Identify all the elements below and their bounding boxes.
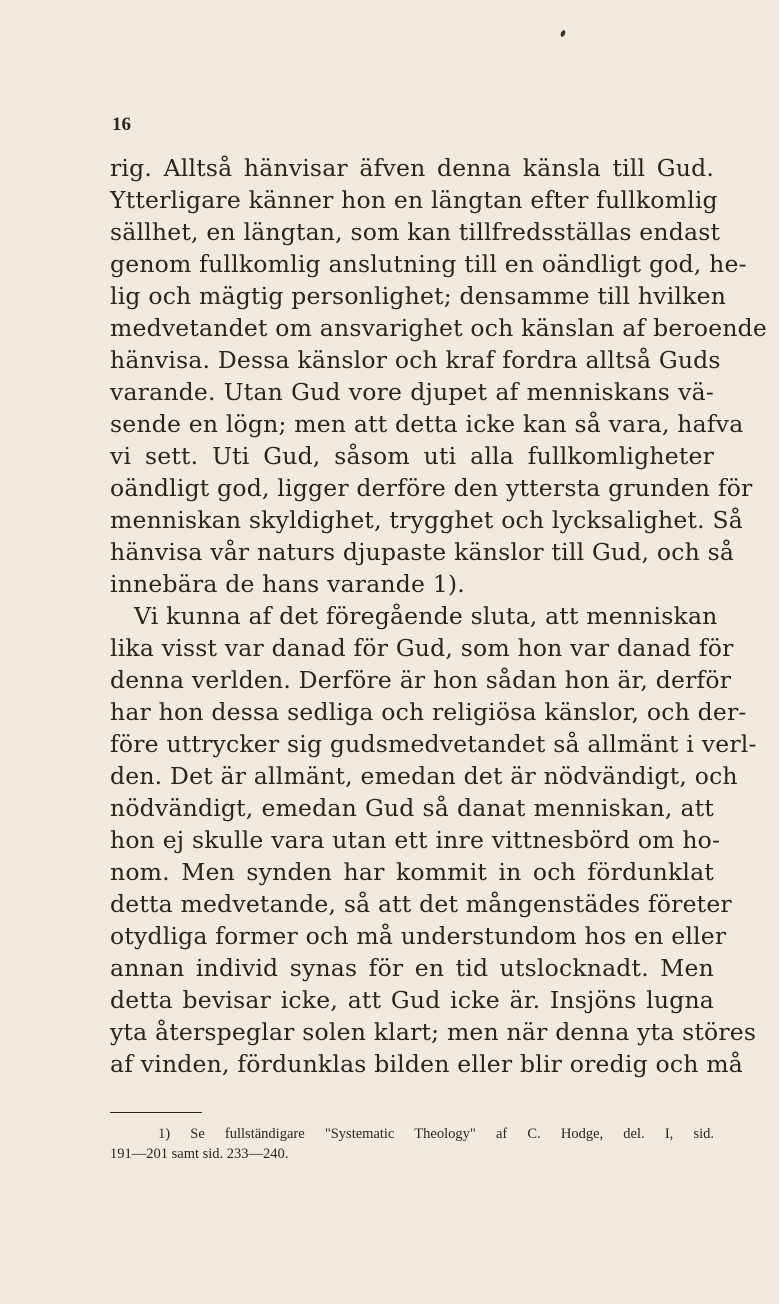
- text-line: hänvisa vår naturs djupaste känslor till Gud, och så: [110, 538, 735, 566]
- text-line: den. Det är allmänt, emedan det är nödvändigt, och: [110, 762, 738, 790]
- text-line: nödvändigt, emedan Gud så danat menniskan, att: [110, 794, 714, 822]
- text-line: Ytterligare känner hon en längtan efter fullkomlig: [110, 186, 718, 214]
- ink-speck: [560, 29, 567, 37]
- footnote-line: 191—201 samt sid. 233—240.: [110, 1146, 289, 1162]
- text-line: medvetandet om ansvarighet och känslan af beroende: [110, 314, 768, 342]
- text-line: annan individ synas för en tid utslocknadt. Men: [110, 954, 714, 982]
- page-number: 16: [112, 114, 131, 135]
- text-line: detta bevisar icke, att Gud icke är. Insjöns lugna: [110, 986, 714, 1014]
- text-line: oändligt god, ligger derföre den yttersta grunden för: [110, 474, 753, 502]
- text-line: detta medvetande, så att det mångenstädes företer: [110, 890, 732, 918]
- footnote: [110, 1124, 714, 1164]
- text-line: otydliga former och må understundom hos en eller: [110, 922, 727, 950]
- text-line: hänvisa. Dessa känslor och kraf fordra alltså Guds: [110, 346, 721, 374]
- text-line: vi sett. Uti Gud, såsom uti alla fullkomligheter: [110, 442, 714, 470]
- text-line: genom fullkomlig anslutning till en oändligt god, he-: [110, 250, 747, 278]
- text-line: rig. Alltså hänvisar äfven denna känsla till Gud.: [110, 154, 714, 182]
- text-line: lig och mägtig personlighet; densamme till hvilken: [110, 282, 727, 310]
- text-line: hon ej skulle vara utan ett inre vittnesbörd om ho-: [110, 826, 721, 854]
- text-line: har hon dessa sedliga och religiösa känslor, och der-: [110, 698, 747, 726]
- text-line: varande. Utan Gud vore djupet af menniskans vä-: [110, 378, 714, 406]
- text-line: nom. Men synden har kommit in och fördunklat: [110, 858, 714, 886]
- text-line: innebära de hans varande 1).: [110, 570, 465, 598]
- text-line: Vi kunna af det föregående sluta, att menniskan: [134, 602, 718, 630]
- text-line: denna verlden. Derföre är hon sådan hon är, derför: [110, 666, 732, 694]
- text-line: menniskan skyldighet, trygghet och lycksalighet. Så: [110, 506, 743, 534]
- text-line: af vinden, fördunklas bilden eller blir oredig och må: [110, 1050, 743, 1078]
- footnote-line: 1) Se fullständigare "Systematic Theology" af C. Hodge, del. I, sid.: [158, 1126, 714, 1142]
- text-line: lika visst var danad för Gud, som hon var danad för: [110, 634, 734, 662]
- text-line: före uttrycker sig gudsmedvetandet så allmänt i verl-: [110, 730, 757, 758]
- footnote-divider: [110, 1112, 202, 1113]
- text-line: sällhet, en längtan, som kan tillfredsställas endast: [110, 218, 721, 246]
- body-text: [110, 152, 768, 1080]
- text-line: yta återspeglar solen klart; men när denna yta störes: [110, 1018, 757, 1046]
- text-line: sende en lögn; men att detta icke kan så vara, hafva: [110, 410, 744, 438]
